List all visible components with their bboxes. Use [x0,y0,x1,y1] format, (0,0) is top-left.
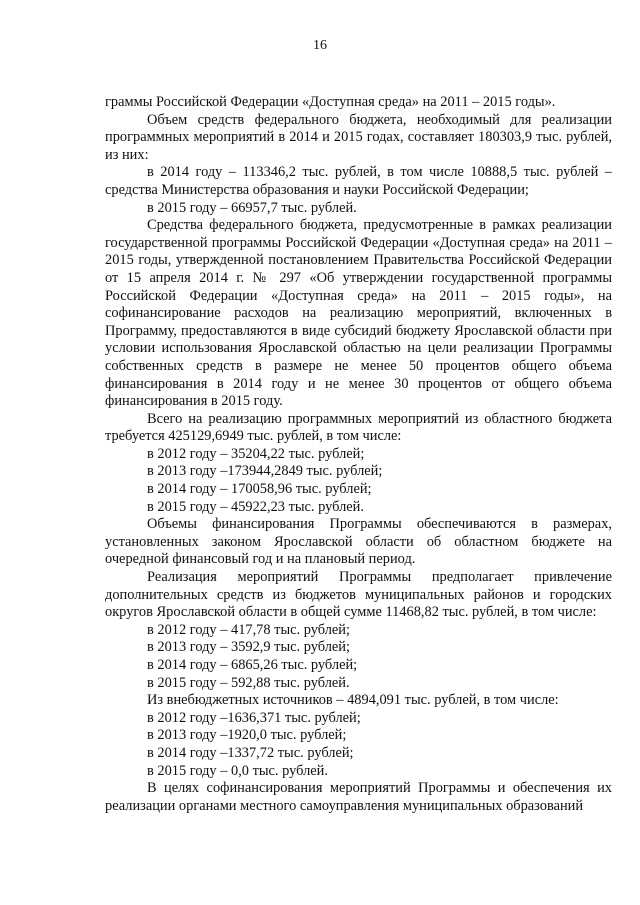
line-regional-2012: в 2012 году – 35204,22 тыс. рублей; [147,445,365,462]
document-body [105,94,612,815]
line-extrabudgetary-total: Из внебюджетных источников – 4894,091 тыс. рублей, в том числе: [147,692,559,709]
line-federal-2015: в 2015 году – 66957,7 тыс. рублей. [147,199,357,216]
paragraph-cofinancing: В целях софинансирования мероприятий Программы и обеспечения их реализации органами местного самоуправления муниципальных образований [105,780,612,814]
line-extrabudgetary-2015: в 2015 году – 0,0 тыс. рублей. [147,762,328,779]
line-extrabudgetary-2012: в 2012 году –1636,371 тыс. рублей; [147,709,361,726]
line-regional-2013: в 2013 году –173944,2849 тыс. рублей; [147,463,383,480]
line-municipal-2013: в 2013 году – 3592,9 тыс. рублей; [147,639,350,656]
line-extrabudgetary-2013: в 2013 году –1920,0 тыс. рублей; [147,727,347,744]
line-municipal-2015: в 2015 году – 592,88 тыс. рублей. [147,674,350,691]
paragraph-municipal-funds: Реализация мероприятий Программы предполагает привлечение дополнительных средств из бюджетов муниципальных районов и городских округов Ярославской области в общей сумме 11468,82 тыс. рублей, в том числе: [105,569,612,621]
line-regional-2014: в 2014 году – 170058,96 тыс. рублей; [147,481,372,498]
paragraph-regional-total: Всего на реализацию программных мероприятий из областного бюджета требуется 425129,6949 тыс. рублей, в том числе: [105,410,612,445]
line-municipal-2012: в 2012 году – 417,78 тыс. рублей; [147,621,350,638]
line-regional-2015: в 2015 году – 45922,23 тыс. рублей. [147,498,364,515]
line-municipal-2014: в 2014 году – 6865,26 тыс. рублей; [147,657,358,673]
paragraph-program-end: граммы Российской Федерации «Доступная среда» на 2011 – 2015 годы». [105,94,556,110]
paragraph-federal-subsidies: Средства федерального бюджета, предусмотренные в рамках реализации государственной программы Российской Федерации «Доступная среда» на 2011 – 2015 годы, утвержденной постановлением Правительства Российской Федерации от 15 апреля 2014 г. № 297 «Об утверждении государственной программы Российской Федерации «Доступная среда» на 2011 – 2015 годы», на софинансирование расходов на реализацию мероприятий, включенных в Программу, предоставляются в виде субсидий бюджету Ярославской области при условии использования Ярославской областью на цели реализации Программы собственных средств в размере не менее 50 процентов общего объема финансирования в 2014 году и не менее 30 процентов от общего объема финансирования в 2015 году. [105,217,612,410]
paragraph-federal-funds: Объем средств федерального бюджета, необходимый для реализации программных мероприятий в 2014 и 2015 годах, составляет 180303,9 тыс. рублей, из них: [105,111,612,163]
paragraph-funding-volumes: Объемы финансирования Программы обеспечиваются в размерах, установленных законом Ярославской области об областном бюджете на очередной финансовый год и на плановый период. [105,516,612,568]
page-number: 16 [313,38,327,53]
line-extrabudgetary-2014: в 2014 году –1337,72 тыс. рублей; [147,744,354,761]
paragraph-federal-2014: в 2014 году – 113346,2 тыс. рублей, в том числе 10888,5 тыс. рублей – средства Министерства образования и науки Российской Федерации; [105,164,612,198]
